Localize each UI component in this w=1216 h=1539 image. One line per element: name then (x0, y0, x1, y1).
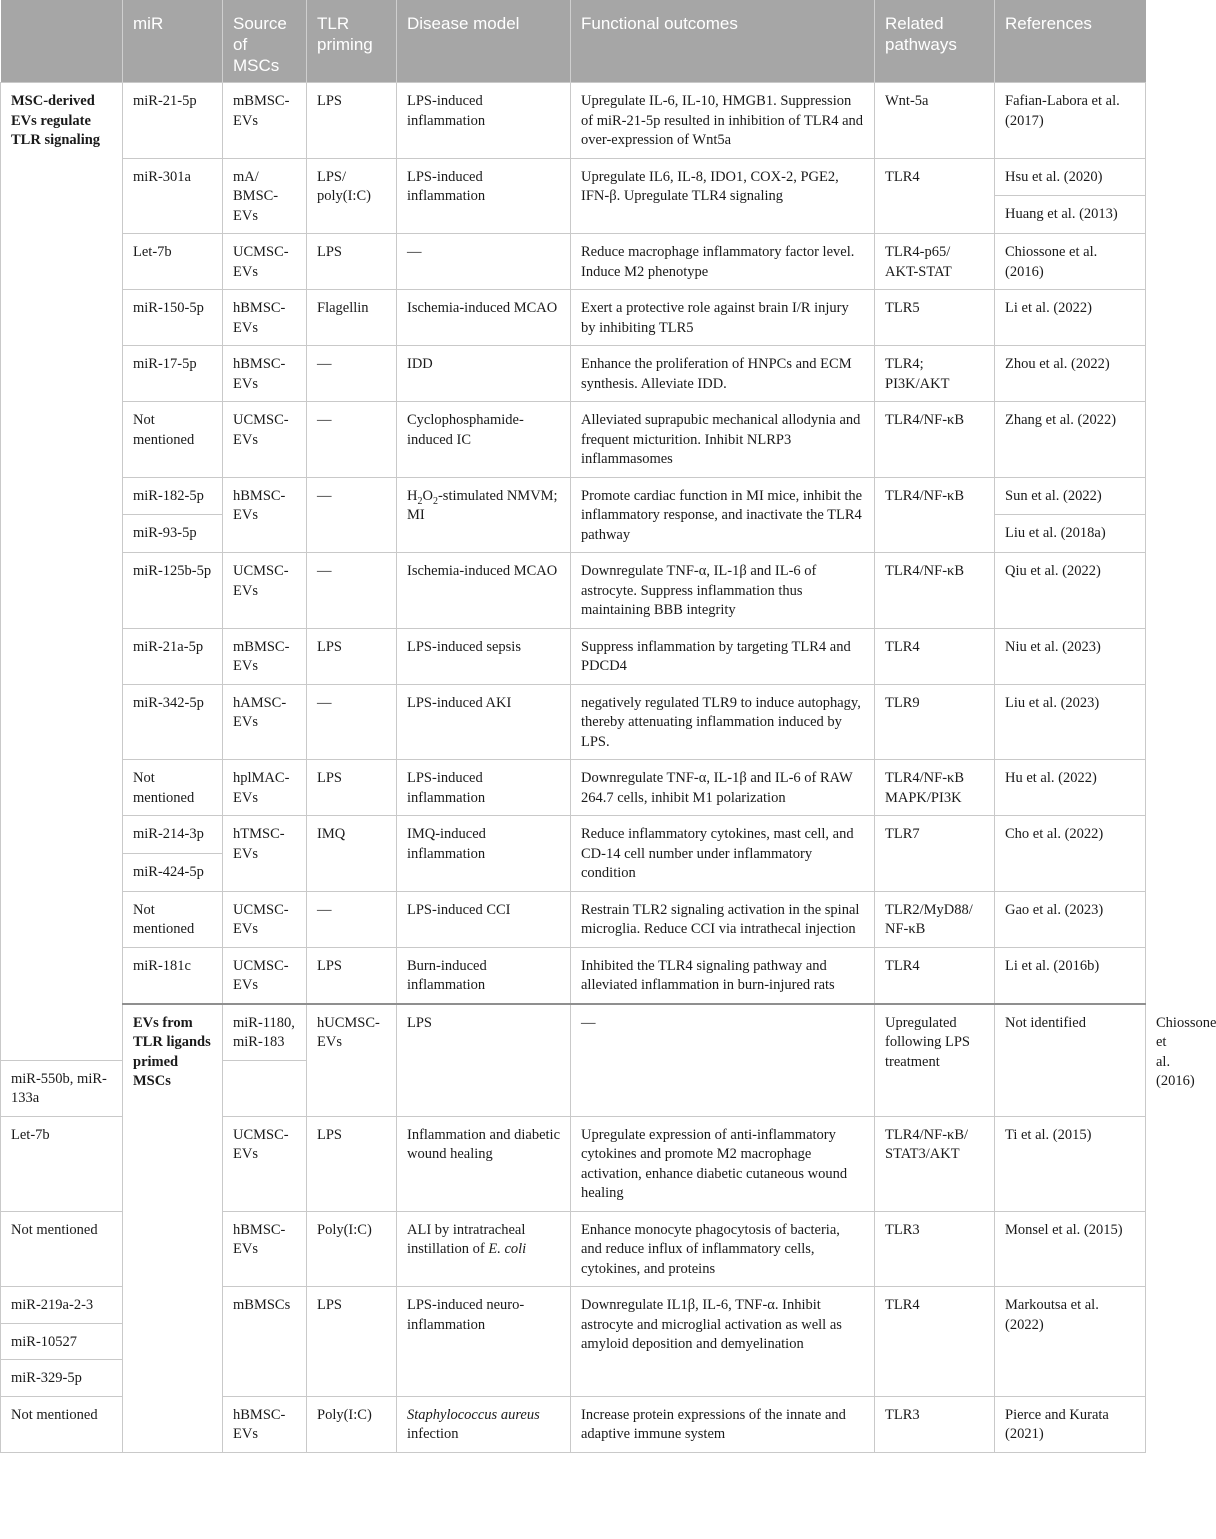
group-label-msc-derived: MSC-derived EVs regulate TLR signaling (1, 83, 123, 1061)
table-row (1, 234, 1146, 290)
pathway-cell: TLR4/NF-κB MAPK/PI3K (875, 760, 995, 816)
header-functional-outcomes: Functional outcomes (571, 0, 875, 83)
mir-cell: Not mentioned (123, 402, 223, 478)
disease-cell: LPS-induced CCI (397, 891, 571, 947)
disease-organism: Staphylococcus aureus (407, 1406, 540, 1423)
disease-text: infection (407, 1426, 459, 1442)
header-tlr-priming: TLR priming (307, 0, 397, 83)
reference-cell: Hu et al. (2022) (995, 760, 1146, 816)
outcome-cell: Promote cardiac function in MI mice, inhibit the inflammatory response, and inactivate the TLR4 pathway (571, 477, 875, 553)
source-cell: UCMSC-EVs (223, 402, 307, 478)
header-source: Source of MSCs (223, 0, 307, 83)
pathway-cell: TLR9 (875, 684, 995, 760)
tlr-cell: LPS (397, 1004, 571, 1117)
pathway-cell: Wnt-5a (875, 83, 995, 159)
reference-cell: Monsel et al. (2015) (995, 1211, 1146, 1287)
mir-cell: Not mentioned (1, 1211, 123, 1287)
disease-cell: LPS-induced sepsis (397, 628, 571, 684)
source-cell: hBMSC-EVs (223, 346, 307, 402)
outcome-cell: Upregulate IL-6, IL-10, HMGB1. Suppression of miR-21-5p resulted in inhibition of TLR4 and over-expression of Wnt5a (571, 83, 875, 159)
pathway-cell: TLR3 (875, 1211, 995, 1287)
mir-cell: miR-301a (123, 158, 223, 234)
pathway-cell: TLR4; PI3K/AKT (875, 346, 995, 402)
source-cell: hAMSC-EVs (223, 684, 307, 760)
table-row (1, 158, 1146, 196)
mir-cell: miR-182-5p (123, 477, 223, 515)
outcome-cell: Downregulate TNF-α, IL-1β and IL-6 of astrocyte. Suppress inflammation thus maintaining BBB integrity (571, 553, 875, 629)
mir-cell: miR-424-5p (123, 853, 223, 891)
table-row (1, 83, 1146, 159)
reference-cell: Li et al. (2022) (995, 290, 1146, 346)
tlr-cell: — (307, 684, 397, 760)
table-row: EVs from TLR ligands primed MSCs miR-1180, miR-183 hUCMSC-EVs LPS — Upregulated following LPS treatment Not identified Chiossone et al. (2016) (1, 1004, 1146, 1061)
reference-cell: Gao et al. (2023) (995, 891, 1146, 947)
disease-cell: Ischemia-induced MCAO (397, 290, 571, 346)
disease-cell: LPS-induced neuro-inflammation (397, 1287, 571, 1397)
disease-cell: — (397, 234, 571, 290)
table-row (1, 402, 1146, 478)
outcome-cell: Exert a protective role against brain I/R injury by inhibiting TLR5 (571, 290, 875, 346)
outcome-cell: Upregulate IL6, IL-8, IDO1, COX-2, PGE2, IFN-β. Upregulate TLR4 signaling (571, 158, 875, 234)
mir-cell: Not mentioned (1, 1396, 123, 1452)
table-row (1, 760, 1146, 816)
outcome-cell: Upregulate expression of anti-inflammatory cytokines and promote M2 macrophage activation, enhance diabetic cutaneous wound healing (571, 1116, 875, 1211)
outcome-cell: Suppress inflammation by targeting TLR4 and PDCD4 (571, 628, 875, 684)
table-row (1, 891, 1146, 947)
pathway-cell: TLR4 (875, 158, 995, 234)
reference-cell: Fafian-Labora et al. (2017) (995, 83, 1146, 159)
outcome-cell: Enhance the proliferation of HNPCs and ECM synthesis. Alleviate IDD. (571, 346, 875, 402)
pathway-cell: TLR4/NF-κB (875, 477, 995, 553)
header-disease-model: Disease model (397, 0, 571, 83)
disease-cell (397, 477, 571, 553)
outcome-cell: Inhibited the TLR4 signaling pathway and alleviated inflammation in burn-injured rats (571, 947, 875, 1004)
mir-cell: miR-550b, miR-133a (1, 1060, 123, 1116)
source-cell: hTMSC-EVs (223, 816, 307, 892)
table-row (1, 628, 1146, 684)
source-cell: hBMSC-EVs (223, 1396, 307, 1452)
header-related-pathways: Related pathways (875, 0, 995, 83)
disease-cell: LPS-induced AKI (397, 684, 571, 760)
reference-cell: Markoutsa et al. (2022) (995, 1287, 1146, 1397)
tlr-cell: — (307, 891, 397, 947)
outcome-cell: Alleviated suprapubic mechanical allodynia and frequent micturition. Inhibit NLRP3 inflammasomes (571, 402, 875, 478)
source-cell: mBMSCs (223, 1287, 307, 1397)
pathway-cell: TLR4 (875, 1287, 995, 1397)
disease-text: -stimulated NMVM; MI (407, 487, 558, 523)
table-row (1, 290, 1146, 346)
table-row (1, 346, 1146, 402)
mir-cell: miR-181c (123, 947, 223, 1004)
tlr-cell: Flagellin (307, 290, 397, 346)
outcome-cell: Reduce macrophage inflammatory factor level. Induce M2 phenotype (571, 234, 875, 290)
outcome-cell: Reduce inflammatory cytokines, mast cell, and CD-14 cell number under inflammatory condition (571, 816, 875, 892)
disease-cell: LPS-induced inflammation (397, 158, 571, 234)
tlr-cell: LPS/ poly(I:C) (307, 158, 397, 234)
disease-cell: Burn-induced inflammation (397, 947, 571, 1004)
mir-cell: Let-7b (1, 1116, 123, 1211)
source-cell: UCMSC-EVs (223, 1116, 307, 1211)
pathway-cell: TLR4 (875, 628, 995, 684)
pathway-cell: TLR2/MyD88/ NF-κB (875, 891, 995, 947)
header-references: References (995, 0, 1146, 83)
table-row (1, 684, 1146, 760)
tlr-cell: Poly(I:C) (307, 1396, 397, 1452)
source-cell: hBMSC-EVs (223, 477, 307, 553)
disease-organism: E. coli (488, 1241, 527, 1257)
reference-cell: Cho et al. (2022) (995, 816, 1146, 892)
outcome-cell: Increase protein expressions of the innate and adaptive immune system (571, 1396, 875, 1452)
source-cell: mA/ BMSC-EVs (223, 158, 307, 234)
reference-cell: Zhang et al. (2022) (995, 402, 1146, 478)
tlr-cell: LPS (307, 83, 397, 159)
subscript: 2 (417, 495, 423, 507)
outcome-cell: Enhance monocyte phagocytosis of bacteria, and reduce influx of inflammatory cells, cytokines, and proteins (571, 1211, 875, 1287)
table-row (1, 553, 1146, 629)
subscript: 2 (432, 495, 438, 507)
pathway-cell: Not identified (995, 1004, 1146, 1117)
reference-cell: Chiossone et al. (2016) (995, 234, 1146, 290)
tlr-cell: LPS (307, 760, 397, 816)
source-cell: hBMSC-EVs (223, 1211, 307, 1287)
source-cell: hplMAC-EVs (223, 760, 307, 816)
pathway-cell: TLR4/NF-κB (875, 553, 995, 629)
mir-cell: Let-7b (123, 234, 223, 290)
disease-cell (397, 1211, 571, 1287)
pathway-cell: TLR7 (875, 816, 995, 892)
pathway-cell: TLR4/NF-κB/ STAT3/AKT (875, 1116, 995, 1211)
source-cell: UCMSC-EVs (223, 891, 307, 947)
disease-cell (397, 1396, 571, 1452)
header-category (1, 0, 123, 83)
source-cell: mBMSC-EVs (223, 628, 307, 684)
tlr-cell: LPS (307, 234, 397, 290)
tlr-cell: LPS (307, 1116, 397, 1211)
disease-cell: IDD (397, 346, 571, 402)
disease-cell: Inflammation and diabetic wound healing (397, 1116, 571, 1211)
pathway-cell: TLR4 (875, 947, 995, 1004)
table-header-row (1, 0, 1146, 83)
mir-cell: miR-10527 (1, 1323, 123, 1360)
mir-cell: Not mentioned (123, 891, 223, 947)
outcome-cell: Upregulated following LPS treatment (875, 1004, 995, 1117)
reference-cell: Liu et al. (2018a) (995, 515, 1146, 553)
disease-cell: Cyclophosphamide-induced IC (397, 402, 571, 478)
source-cell: hUCMSC-EVs (307, 1004, 397, 1117)
source-cell: UCMSC-EVs (223, 553, 307, 629)
pathway-cell: TLR3 (875, 1396, 995, 1452)
outcome-cell: Downregulate TNF-α, IL-1β and IL-6 of RAW 264.7 cells, inhibit M1 polarization (571, 760, 875, 816)
tlr-cell: Poly(I:C) (307, 1211, 397, 1287)
reference-cell: Sun et al. (2022) (995, 477, 1146, 515)
disease-cell: IMQ-induced inflammation (397, 816, 571, 892)
tlr-cell: LPS (307, 1287, 397, 1397)
source-cell: hBMSC-EVs (223, 290, 307, 346)
group-label-tlr-primed: EVs from TLR ligands primed MSCs (123, 1004, 223, 1453)
mir-cell: miR-21a-5p (123, 628, 223, 684)
header-mir: miR (123, 0, 223, 83)
tlr-cell: — (307, 477, 397, 553)
mir-cell: miR-17-5p (123, 346, 223, 402)
reference-cell: Hsu et al. (2020) (995, 158, 1146, 196)
tlr-cell: IMQ (307, 816, 397, 892)
reference-cell: Ti et al. (2015) (995, 1116, 1146, 1211)
table-row (1, 947, 1146, 1004)
source-cell: mBMSC-EVs (223, 83, 307, 159)
disease-cell: LPS-induced inflammation (397, 83, 571, 159)
reference-cell: Li et al. (2016b) (995, 947, 1146, 1004)
tlr-cell: — (307, 553, 397, 629)
reference-cell: Huang et al. (2013) (995, 196, 1146, 234)
tlr-cell: — (307, 346, 397, 402)
disease-cell: Ischemia-induced MCAO (397, 553, 571, 629)
tlr-cell: LPS (307, 947, 397, 1004)
outcome-cell: Downregulate IL1β, IL-6, TNF-α. Inhibit astrocyte and microglial activation as well as amyloid deposition and demyelination (571, 1287, 875, 1397)
mir-cell: miR-329-5p (1, 1360, 123, 1397)
disease-text: ALI by intratracheal instillation of (407, 1221, 526, 1257)
reference-cell: Pierce and Kurata (2021) (995, 1396, 1146, 1452)
pathway-cell: TLR4-p65/ AKT-STAT (875, 234, 995, 290)
tlr-cell: — (307, 402, 397, 478)
mir-cell: miR-219a-2-3 (1, 1287, 123, 1324)
source-cell: UCMSC-EVs (223, 234, 307, 290)
reference-cell: Zhou et al. (2022) (995, 346, 1146, 402)
source-cell: UCMSC-EVs (223, 947, 307, 1004)
disease-text: H (407, 487, 418, 504)
mir-cell: miR-21-5p (123, 83, 223, 159)
pathway-cell: TLR5 (875, 290, 995, 346)
mir-cell: miR-342-5p (123, 684, 223, 760)
reference-cell: Niu et al. (2023) (995, 628, 1146, 684)
tlr-cell: LPS (307, 628, 397, 684)
disease-cell: LPS-induced inflammation (397, 760, 571, 816)
outcome-cell: negatively regulated TLR9 to induce autophagy, thereby attenuating inflammation induced by LPS. (571, 684, 875, 760)
pathway-cell: TLR4/NF-κB (875, 402, 995, 478)
mir-cell: Not mentioned (123, 760, 223, 816)
mir-cell: miR-214-3p (123, 816, 223, 854)
mir-cell: miR-1180, miR-183 (223, 1004, 307, 1061)
reference-cell: Qiu et al. (2022) (995, 553, 1146, 629)
table-row (1, 816, 1146, 854)
disease-cell: — (571, 1004, 875, 1117)
table-row (1, 477, 1146, 515)
disease-text: O (422, 487, 433, 504)
outcome-cell: Restrain TLR2 signaling activation in the spinal microglia. Reduce CCI via intrathecal injection (571, 891, 875, 947)
reference-cell: Liu et al. (2023) (995, 684, 1146, 760)
mir-cell: miR-93-5p (123, 515, 223, 553)
mir-cell: miR-150-5p (123, 290, 223, 346)
mir-cell: miR-125b-5p (123, 553, 223, 629)
